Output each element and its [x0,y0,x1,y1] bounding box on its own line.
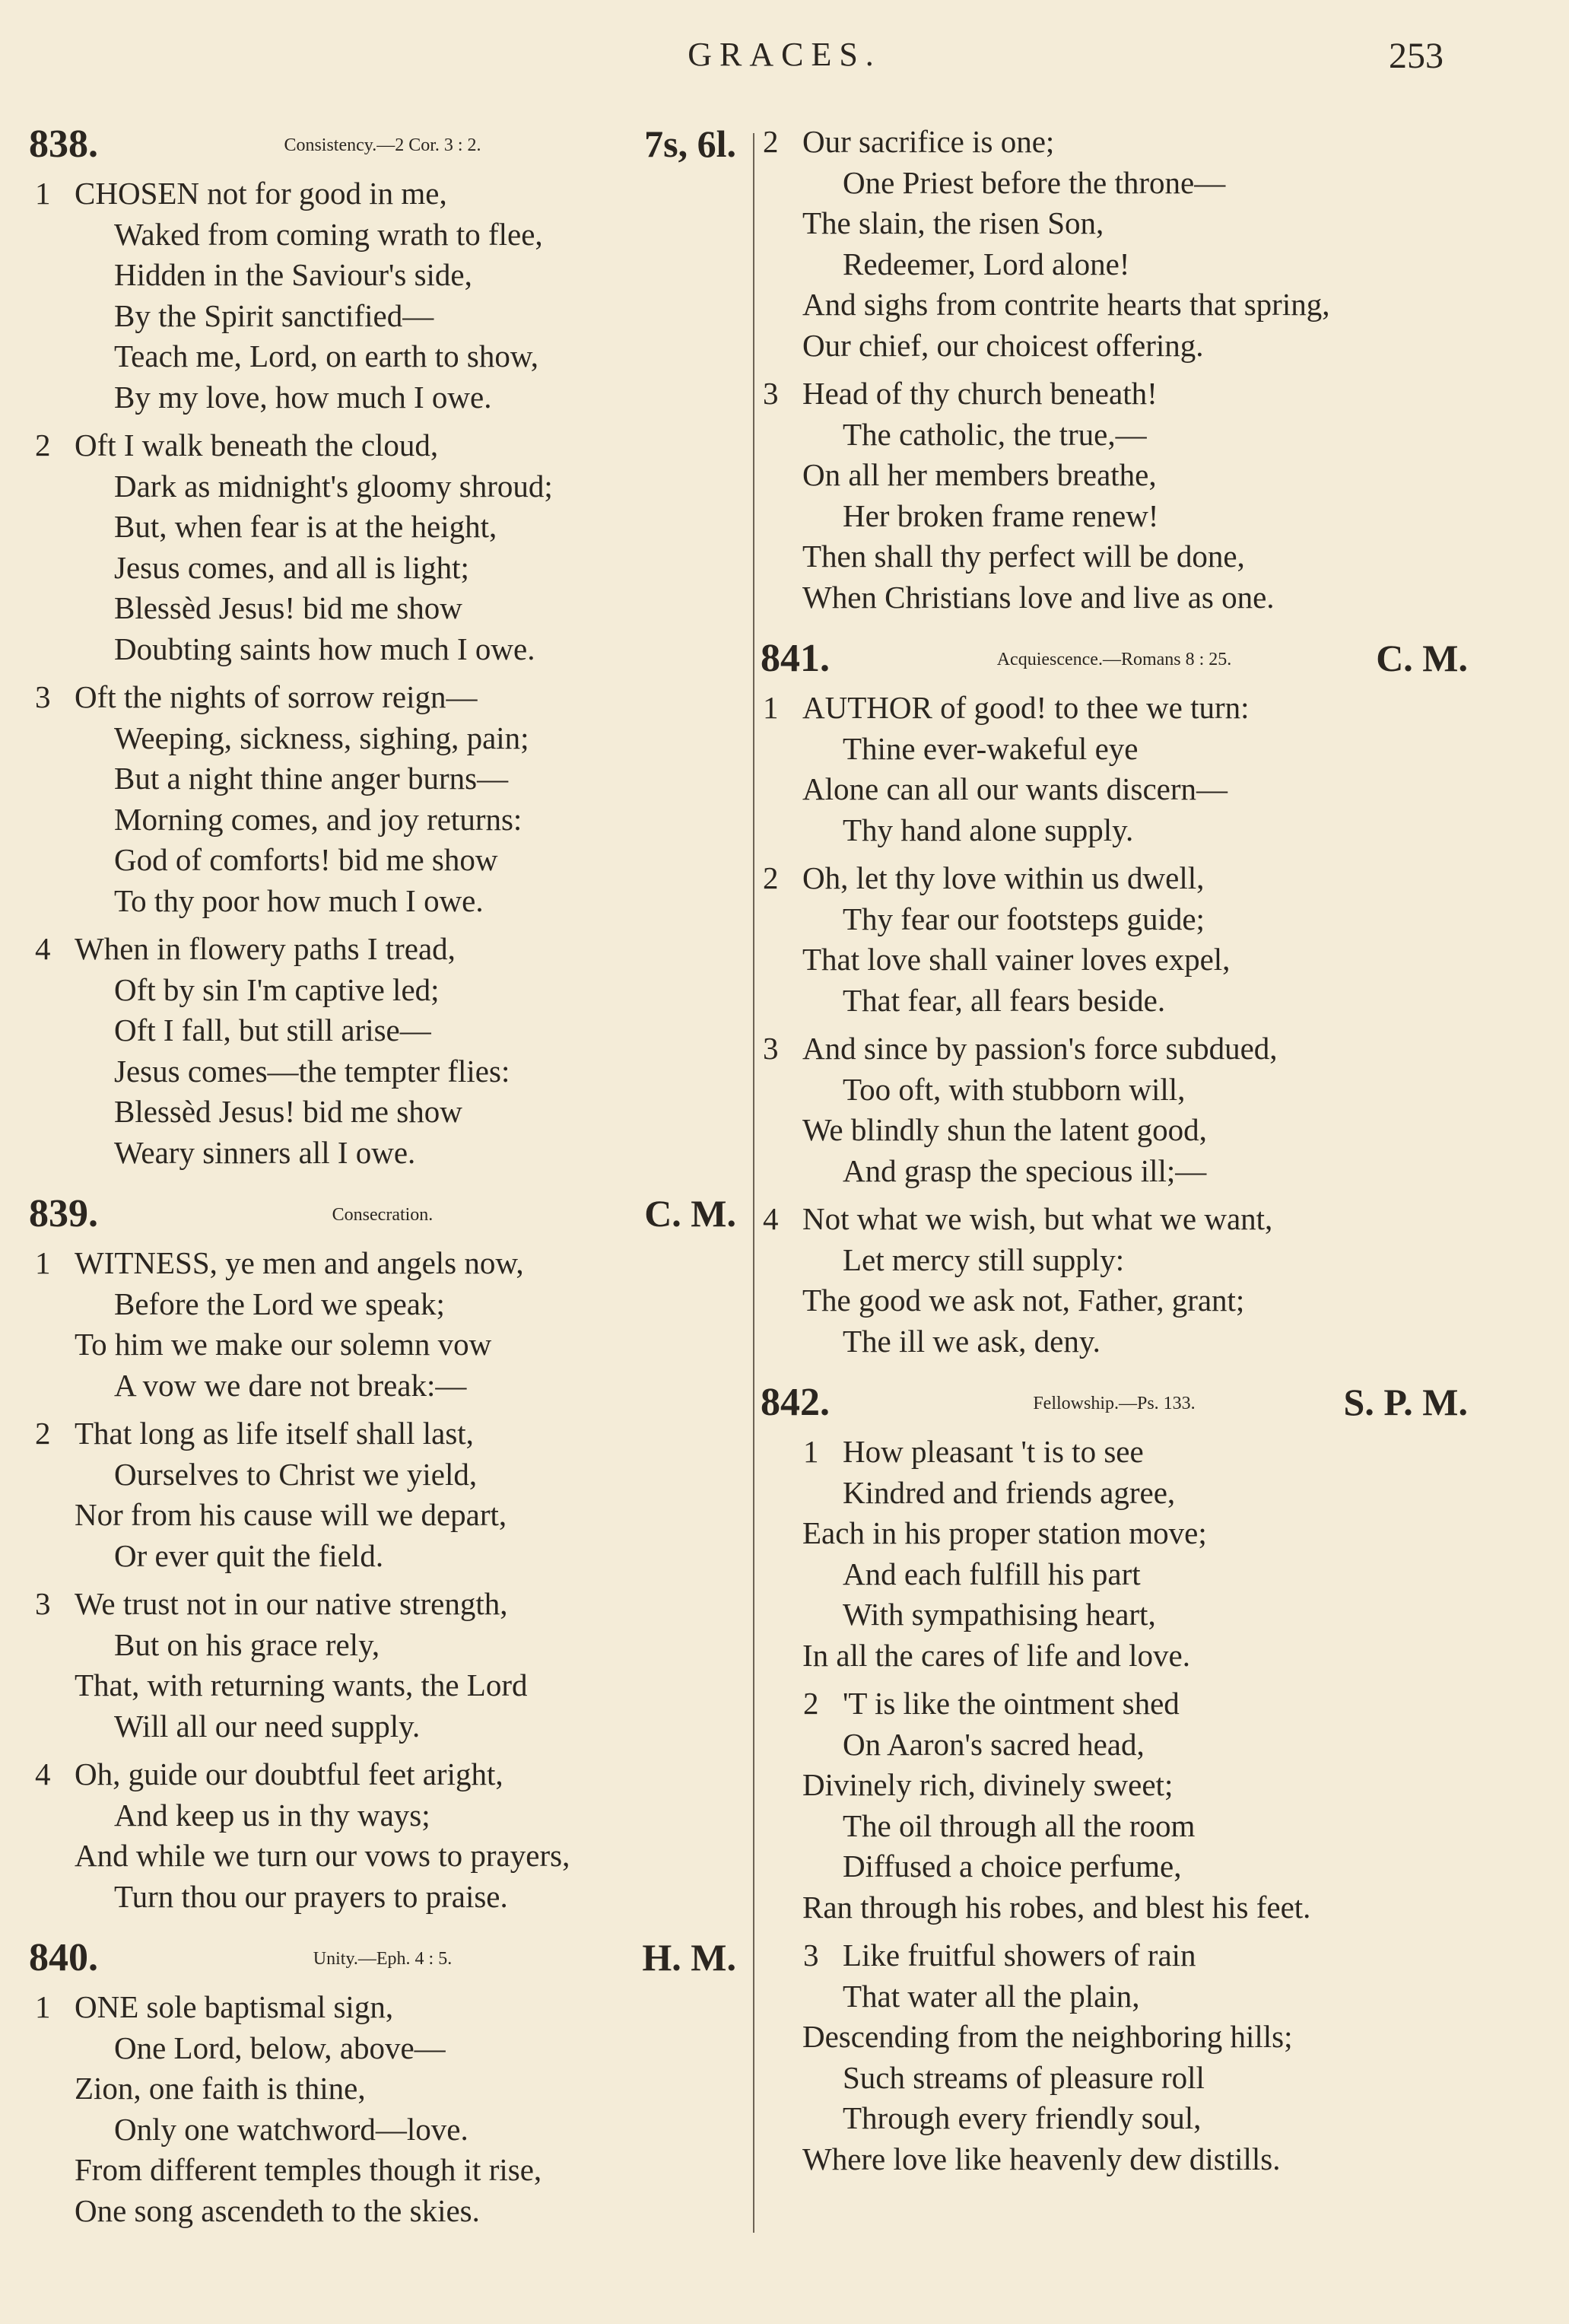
hymn-line [761,1473,1468,1514]
line-text: Weary sinners all I owe. [114,1134,416,1170]
hymn-line [29,1051,736,1092]
hymn-line [761,1636,1468,1677]
hymn-line [29,1795,736,1836]
hymn-line [761,2017,1468,2058]
hymn-line [29,1625,736,1666]
stanza [761,858,1468,1021]
line-text: Hidden in the Saviour's side, [114,257,472,292]
hymn-line [761,939,1468,981]
running-header: GRACES. [688,36,881,73]
hymn-line [761,1976,1468,2017]
line-text: Let mercy still supply: [843,1241,1125,1277]
line-text: On all her members breathe, [802,457,1157,492]
stanza [29,173,736,418]
hymn [761,1380,1468,2179]
hymn-line [29,629,736,670]
line-text: Only one watchword—love. [114,2111,468,2147]
line-text: Diffused a choice perfume, [843,1849,1182,1884]
verse-number: 2 [35,1416,51,1451]
line-text: Thy hand alone supply. [843,812,1134,847]
hymn-line [761,1513,1468,1554]
hymn-line [761,2139,1468,2180]
hymn-number: 842. [761,1381,830,1424]
column-divider [753,133,754,2233]
hymn-line [761,1846,1468,1887]
line-text: CHOSEN not for good in me, [75,176,447,211]
hymn-line [29,2191,736,2232]
hymn-line [761,1240,1468,1281]
hymn-line [29,929,736,970]
hymn-line [29,588,736,629]
line-text: Weeping, sickness, sighing, pain; [114,720,529,755]
hymn-line [29,2109,736,2151]
line-text: Like fruitful showers of rain [843,1938,1196,1973]
hymn-line [761,899,1468,940]
hymn-heading [761,1380,1468,1427]
verse-number: 3 [35,1586,51,1621]
line-text: The oil through all the room [843,1807,1196,1843]
line-text: And keep us in thy ways; [114,1797,430,1833]
verse-number: 2 [803,1686,819,1721]
hymn-line [29,1836,736,1877]
hymn-line [29,377,736,418]
line-text: Redeemer, Lord alone! [843,246,1130,281]
hymn-line [29,425,736,466]
line-text: And grasp the specious ill;— [843,1152,1207,1188]
line-text: Thine ever-wakeful eye [843,730,1139,766]
hymn-number: 841. [761,637,830,680]
line-text: One Priest before the throne— [843,164,1226,200]
hymn-number: 839. [29,1192,98,1235]
verse-number: 1 [35,1989,51,2024]
verse-number: 3 [763,376,779,411]
verse-number: 1 [35,176,51,211]
line-text: Not what we wish, but what we want, [802,1201,1273,1236]
hymn-line [29,215,736,256]
line-text: That fear, all fears beside. [843,982,1166,1018]
line-text: The ill we ask, deny. [843,1323,1101,1359]
line-text: Head of thy church beneath! [802,376,1158,411]
hymn-number: 840. [29,1936,98,1979]
line-text: Morning comes, and joy returns: [114,801,522,837]
line-text: Dark as midnight's gloomy shroud; [114,468,553,504]
line-text: That long as life itself shall last, [75,1416,474,1451]
line-text: We blindly shun the latent good, [802,1112,1207,1147]
hymn-line [29,1665,736,1706]
line-text: To him we make our solemn vow [75,1327,492,1362]
hymn-line [29,2068,736,2109]
line-text: Oh, guide our doubtful feet aright, [75,1757,503,1791]
line-text: Nor from his cause will we depart, [75,1497,507,1532]
hymn-line [761,1432,1468,1473]
line-text: Oft I fall, but still arise— [114,1013,431,1048]
line-text: Such streams of pleasure roll [843,2059,1205,2095]
hymn-line [761,1151,1468,1192]
hymn-line [761,415,1468,456]
page-number: 253 [1389,36,1444,76]
hymn-line [761,1028,1468,1070]
line-text: When in flowery paths I tread, [75,931,456,966]
line-text: Doubting saints how much I owe. [114,631,535,666]
line-text: Oh, let thy love within us dwell, [802,860,1205,895]
hymn-line [761,1110,1468,1151]
hymn-line [29,466,736,507]
line-text: Waked from coming wrath to flee, [114,216,543,252]
hymn-line [29,758,736,800]
verse-number: 4 [35,1757,51,1791]
hymn-topic: Acquiescence.—Romans 8 : 25. [996,650,1232,669]
hymn-line [29,1243,736,1284]
hymn-line [761,810,1468,851]
hymn-line [29,1754,736,1795]
verse-number: 3 [35,679,51,714]
hymn-topic: Consistency.—2 Cor. 3 : 2. [284,135,481,155]
hymn-line [761,1554,1468,1595]
hymn-meter: S. P. M. [1343,1381,1468,1423]
hymn-line [29,1092,736,1133]
line-text: Blessèd Jesus! bid me show [114,590,462,625]
hymn-line [29,1010,736,1051]
hymn-line [29,1284,736,1325]
line-text: 'T is like the ointment shed [843,1686,1180,1721]
line-text: Alone can all our wants discern— [802,771,1228,806]
hymn-line [29,840,736,881]
line-text: The catholic, the true,— [843,416,1147,452]
hymn-line [29,800,736,841]
stanza [29,677,736,921]
hymn-line [29,970,736,1011]
line-text: Jesus comes, and all is light; [114,549,469,585]
line-text: Oft I walk beneath the cloud, [75,428,439,463]
line-text: By the Spirit sanctified— [114,297,434,333]
hymn-line [761,122,1468,163]
line-text: Oft by sin I'm captive led; [114,971,440,1007]
right-column [761,122,1468,2198]
verse-number: 2 [35,428,51,463]
line-text: Our sacrifice is one; [802,124,1055,159]
hymn-line [761,2098,1468,2139]
line-text: Ran through his robes, and blest his feet. [802,1889,1311,1925]
verse-number: 2 [763,860,779,895]
line-text: Through every friendly soul, [843,2100,1202,2135]
line-text: Zion, one faith is thine, [75,2071,366,2106]
hymn-heading [761,636,1468,683]
hymn-line [29,296,736,337]
hymn-line [761,981,1468,1022]
line-text: Oft the nights of sorrow reign— [75,679,478,714]
hymn-heading [29,1191,736,1238]
hymn-line [29,1413,736,1454]
hymn-line [761,1935,1468,1976]
hymn-line [761,536,1468,577]
stanza [761,1935,1468,2179]
hymn-meter: C. M. [1376,637,1468,679]
hymn-line [29,1706,736,1747]
hymn-line [761,496,1468,537]
line-text: The slain, the risen Son, [802,205,1104,240]
hymn-line [761,1594,1468,1636]
hymn-line [29,173,736,215]
hymn-line [761,1765,1468,1806]
stanza [29,1754,736,1917]
line-text: Blessèd Jesus! bid me show [114,1094,462,1129]
hymn-line [761,858,1468,899]
hymn-line [29,2150,736,2191]
hymn-line [761,1321,1468,1362]
hymn-line [761,244,1468,285]
line-text: How pleasant 't is to see [843,1434,1144,1469]
line-text: In all the cares of life and love. [802,1637,1190,1673]
line-text: WITNESS, ye men and angels now, [75,1245,524,1280]
hymn-line [29,1877,736,1918]
line-text: Her broken frame renew! [843,498,1159,533]
line-text: From different temples though it rise, [75,2152,542,2187]
hymn-topic: Consecration. [332,1205,434,1225]
line-text: But, when fear is at the height, [114,509,497,544]
line-text: Will all our need supply. [114,1708,421,1744]
hymn-line [761,688,1468,729]
hymn-line [29,1584,736,1625]
hymn-heading [29,1935,736,1982]
line-text: ONE sole baptismal sign, [75,1989,394,2024]
line-text: To thy poor how much I owe. [114,882,484,918]
hymn-line [761,1070,1468,1111]
verse-number: 1 [35,1245,51,1280]
hymn [761,636,1468,1362]
hymn-line [29,1536,736,1577]
hymn-line [761,769,1468,810]
hymn [29,1935,736,2231]
line-text: Each in his proper station move; [802,1515,1207,1550]
line-text: Descending from the neighboring hills; [802,2019,1293,2054]
verse-number: 2 [763,124,779,159]
line-text: Then shall thy perfect will be done, [802,539,1245,574]
hymn [29,1191,736,1917]
hymn-topic: Fellowship.—Ps. 133. [1033,1394,1196,1413]
line-text: Or ever quit the field. [114,1537,384,1573]
stanza [761,1199,1468,1362]
line-text: Before the Lord we speak; [114,1286,445,1321]
line-text: Kindred and friends agree, [843,1474,1176,1510]
hymn-line [29,881,736,922]
verse-number: 3 [763,1031,779,1066]
line-text: And each fulfill his part [843,1556,1141,1591]
stanza [761,1028,1468,1191]
stanza [29,425,736,669]
hymn-line [29,548,736,589]
hymn-line [29,2028,736,2069]
line-text: Divinely rich, divinely sweet; [802,1767,1174,1802]
line-text: We trust not in our native strength, [75,1586,508,1621]
stanza [29,1413,736,1576]
hymn-line [29,1495,736,1536]
stanza [29,1243,736,1406]
line-text: Thy fear our footsteps guide; [843,901,1205,936]
stanza [761,1683,1468,1928]
line-text: With sympathising heart, [843,1597,1156,1632]
stanza [761,688,1468,850]
hymn-line [761,1806,1468,1847]
line-text: Too oft, with stubborn will, [843,1071,1186,1107]
hymn-line [761,326,1468,367]
line-text: A vow we dare not break:— [114,1367,467,1403]
hymn-line [761,285,1468,326]
line-text: And sighs from contrite hearts that spring, [802,287,1330,322]
hymn-line [29,1324,736,1365]
hymn-topic: Unity.—Eph. 4 : 5. [313,1949,453,1969]
hymn-line [761,1725,1468,1766]
hymn-line [761,203,1468,244]
hymn-heading [29,122,736,169]
stanza [29,929,736,1173]
line-text: Where love like heavenly dew distills. [802,2141,1281,2176]
line-text: By my love, how much I owe. [114,379,492,415]
stanza [761,374,1468,618]
line-text: That, with returning wants, the Lord [75,1667,528,1702]
line-text: Turn thou our prayers to praise. [114,1878,508,1914]
line-text: And since by passion's force subdued, [802,1031,1278,1066]
hymn-line [761,455,1468,496]
hymn-line [761,1887,1468,1928]
hymn-line [29,1365,736,1407]
line-text: Ourselves to Christ we yield, [114,1456,478,1492]
hymn-line [761,374,1468,415]
hymn [29,122,736,1173]
hymn-line [761,1280,1468,1321]
line-text: That love shall vainer loves expel, [802,942,1231,977]
hymn-line [29,255,736,296]
line-text: One song ascendeth to the skies. [75,2192,480,2228]
verse-number: 1 [803,1434,819,1469]
line-text: Teach me, Lord, on earth to show, [114,339,539,374]
hymn-line [761,577,1468,618]
verse-number: 4 [35,931,51,966]
hymn-line [761,729,1468,770]
verse-number: 1 [763,690,779,725]
line-text: God of comforts! bid me show [114,842,498,877]
hymn-meter: C. M. [644,1192,736,1235]
hymn-line [761,1199,1468,1240]
hymn-line [29,677,736,718]
line-text: The good we ask not, Father, grant; [802,1283,1245,1318]
hymn-line [29,1987,736,2028]
line-text: AUTHOR of good! to thee we turn: [802,690,1250,725]
stanza [761,1432,1468,1676]
hymn-line [761,163,1468,204]
line-text: One Lord, below, above— [114,2030,446,2065]
left-column [29,122,736,2249]
hymn [761,122,1468,618]
hymn-line [761,2058,1468,2099]
line-text: And while we turn our vows to prayers, [75,1838,570,1873]
line-text: When Christians love and live as one. [802,579,1275,615]
line-text: Jesus comes—the tempter flies: [114,1053,510,1089]
line-text: On Aaron's sacred head, [843,1726,1145,1762]
line-text: Our chief, our choicest offering. [802,327,1204,363]
hymn-line [29,718,736,759]
hymn-line [29,1454,736,1496]
hymn-number: 838. [29,122,98,166]
hymn-line [29,1133,736,1174]
hymn-line [29,336,736,377]
hymn-meter: 7s, 6l. [644,122,736,165]
verse-number: 4 [763,1201,779,1236]
line-text: But on his grace rely, [114,1626,380,1662]
stanza [29,1584,736,1747]
stanza [29,1987,736,2231]
line-text: That water all the plain, [843,1978,1140,2014]
hymn-line [29,507,736,548]
hymn-line [761,1683,1468,1725]
stanza [761,122,1468,366]
verse-number: 3 [803,1938,819,1973]
line-text: But a night thine anger burns— [114,761,509,796]
hymn-meter: H. M. [642,1936,736,1979]
